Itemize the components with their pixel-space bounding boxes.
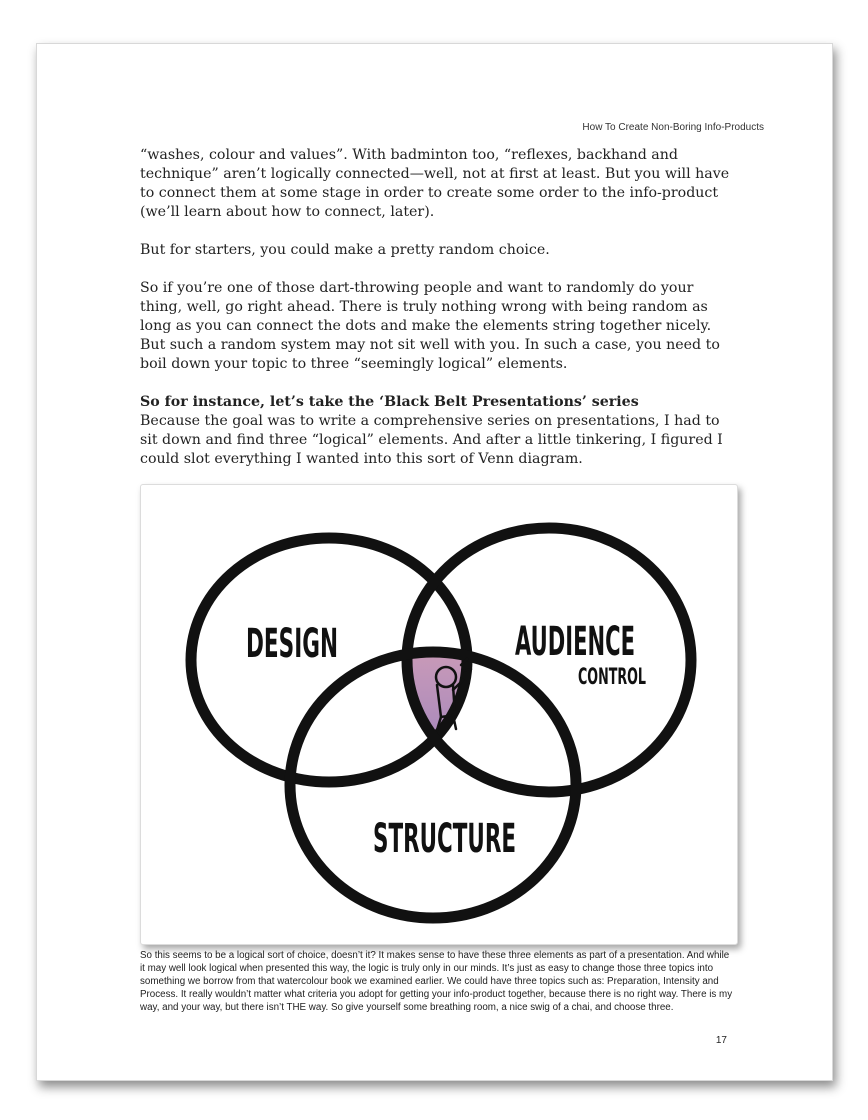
paragraph-3-text: So if you’re one of those dart-throwing people and want to randomly do your thing, well, go right ahead. There is truly nothing wrong with being random as long as you can connect the dots and make the elements string together nicely. But such a random system may not sit well with you. In such a case, you need to boil down your topic to three “seemingly logical” elements.	[140, 280, 720, 372]
label-design: DESIGN	[246, 621, 338, 667]
paragraph-1	[140, 146, 730, 222]
label-audience: AUDIENCE	[515, 619, 635, 665]
venn-diagram	[141, 485, 737, 944]
venn-diagram-figure	[140, 484, 738, 945]
paragraph-4-text: Because the goal was to write a comprehensive series on presentations, I had to sit down and find three “logical” elements. And after a little tinkering, I figured I could slot everything I wanted into this sort of Venn diagram.	[140, 413, 723, 467]
page-number: 17	[715, 1035, 727, 1046]
paragraph-4	[140, 393, 730, 469]
paragraph-3	[140, 279, 730, 374]
section-subheading: So for instance, let’s take the ‘Black Belt Presentations’ series	[140, 394, 639, 410]
paragraph-2	[140, 241, 730, 260]
figure-caption: So this seems to be a logical sort of choice, doesn’t it? It makes sense to have these three elements as part of a presentation. And while it may well look logical when presented this way, the logic is truly only in our minds. It’s just as easy to change those three topics into something we borrow from that watercolour book we examined earlier. We could have three topics such as: Preparation, Intensity and Process. It really wouldn’t matter what criteria you adopt for getting your info-product together, because there is no right way. There is my way, and your way, but there isn’t THE way. So give yourself some breathing room, a nice swig of a chai, and choose three.	[140, 950, 733, 1013]
paragraph-2-text: But for starters, you could make a pretty random choice.	[140, 242, 550, 258]
label-control: CONTROL	[578, 665, 646, 690]
label-structure: STRUCTURE	[373, 816, 516, 862]
paragraph-1-text: “washes, colour and values”. With badminton too, “reflexes, backhand and technique” aren’t logically connected—well, not at first at least. But you will have to connect them at some stage in order to create some order to the info-product (we’ll learn about how to connect, later).	[140, 147, 730, 220]
running-header: How To Create Non-Boring Info-Products	[582, 122, 764, 133]
